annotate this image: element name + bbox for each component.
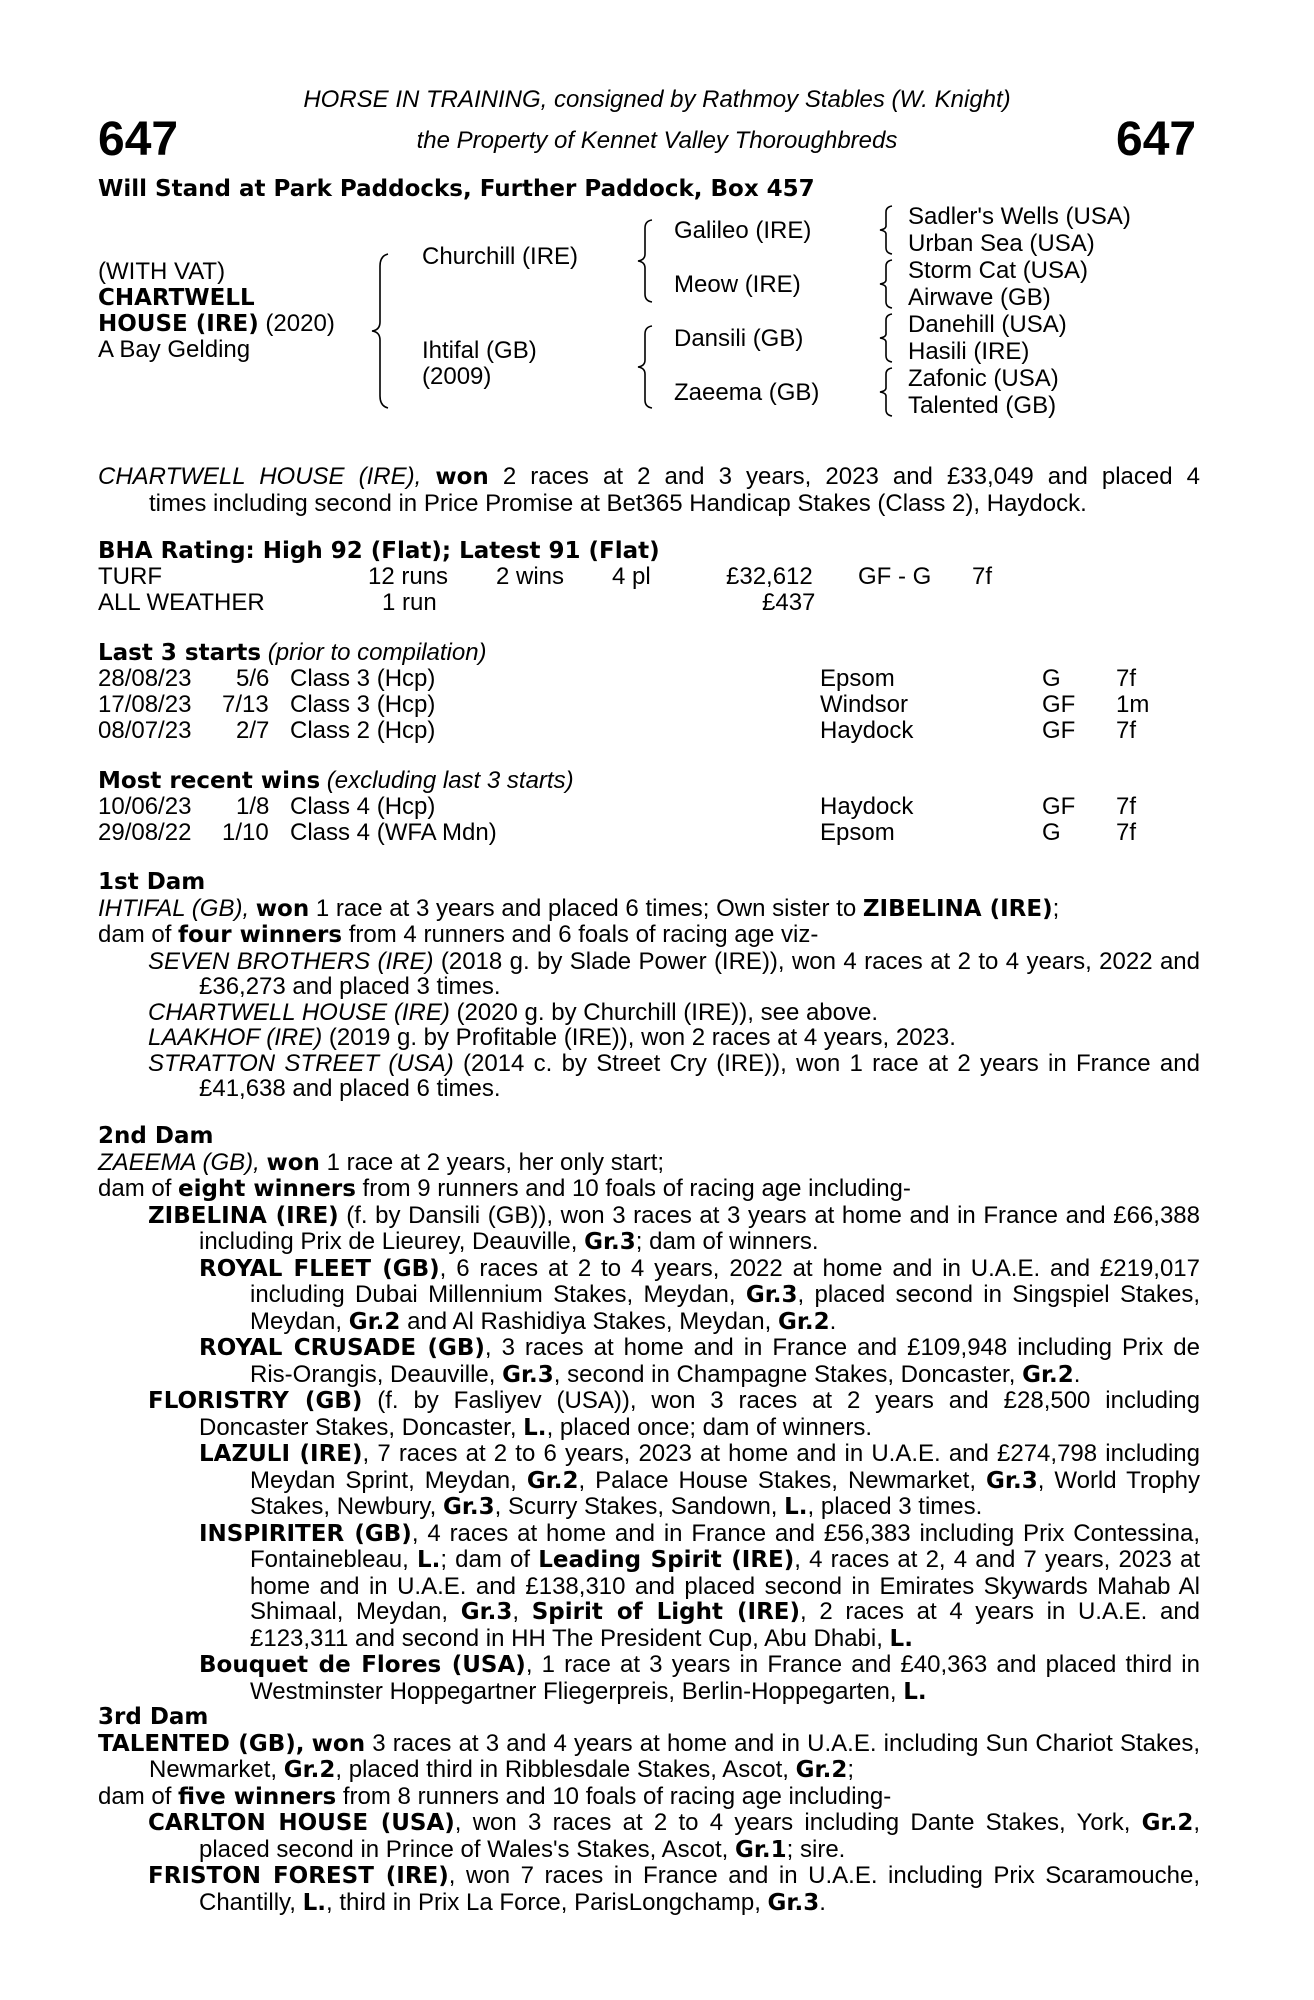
produce-item-royal-crusade bbox=[98, 1335, 1200, 1388]
grade: Gr.3 bbox=[986, 1467, 1038, 1494]
produce-item bbox=[98, 1000, 1200, 1026]
win-distance: 7f bbox=[1116, 793, 1137, 820]
text: . bbox=[829, 1307, 837, 1335]
text: ; sire. bbox=[786, 1835, 846, 1863]
last3-row-3 bbox=[98, 718, 1198, 744]
produce-name: FRISTON FOREST (IRE) bbox=[148, 1863, 449, 1889]
text: and Al Rashidiya Stakes, Meydan, bbox=[400, 1307, 778, 1335]
last3-row-1 bbox=[98, 666, 1198, 692]
consignor-line: HORSE IN TRAINING, consigned by Rathmoy Stables (W. Knight) bbox=[303, 86, 1011, 113]
run-class: Class 2 (Hcp) bbox=[290, 717, 436, 744]
rating-turf-surface: TURF bbox=[98, 563, 162, 590]
run-course: Haydock bbox=[820, 717, 914, 744]
produce-item bbox=[98, 949, 1200, 1000]
last3-heading bbox=[98, 640, 487, 666]
pedigree-brace-dam bbox=[634, 324, 656, 410]
grade: Gr.3 bbox=[745, 1282, 798, 1308]
lot-number-right: 647 bbox=[1116, 113, 1197, 166]
listed: L. bbox=[523, 1414, 547, 1441]
text: , 6 races at 2 to 4 years, 2022 at home and in U.A.E. and £219,017 including Dubai Millennium Stakes, Meydan, bbox=[250, 1254, 1201, 1308]
horse-name-line1: CHARTWELL bbox=[98, 285, 255, 311]
text: , Scurry Stakes, Sandown, bbox=[494, 1493, 785, 1520]
run-date: 08/07/23 bbox=[98, 717, 192, 744]
produce-item bbox=[98, 1025, 1200, 1051]
text: from 8 runners and 10 foals of racing age including- bbox=[336, 1782, 892, 1810]
win-class: Class 4 (Hcp) bbox=[290, 793, 436, 820]
text: (f. by Dansili (GB)), won 3 races at 3 years at home and in France and £66,388 including Prix de Lieurey, Deauville, bbox=[199, 1201, 1200, 1255]
grade: Gr.2 bbox=[1022, 1361, 1074, 1388]
ggp-talented: Talented (GB) bbox=[908, 392, 1057, 419]
grade: Gr.2 bbox=[526, 1467, 579, 1494]
text: from 9 runners and 10 foals of racing age including- bbox=[355, 1175, 911, 1202]
run-distance: 1m bbox=[1116, 691, 1150, 718]
text: from 4 runners and 6 foals of racing age viz- bbox=[342, 921, 819, 948]
dam-sire: Dansili (GB) bbox=[674, 325, 804, 352]
listed: L. bbox=[889, 1625, 913, 1652]
dam-dam: Zaeema (GB) bbox=[674, 379, 820, 406]
sire-dam: Meow (IRE) bbox=[674, 271, 801, 298]
sister-name: ZIBELINA (IRE) bbox=[862, 895, 1053, 922]
grade: Gr.3 bbox=[767, 1889, 820, 1916]
run-going: GF bbox=[1042, 691, 1076, 718]
grade: Gr.2 bbox=[348, 1308, 401, 1335]
text: dam of bbox=[98, 1782, 179, 1810]
second-dam-section bbox=[98, 1124, 1200, 1705]
produce-name: CARLTON HOUSE (USA) bbox=[148, 1810, 455, 1836]
produce-name: Bouquet de Flores (USA) bbox=[199, 1652, 526, 1678]
produce-name: ROYAL CRUSADE (GB) bbox=[199, 1335, 485, 1361]
listed: L. bbox=[784, 1494, 808, 1520]
produce-item bbox=[98, 1051, 1200, 1102]
win-course: Haydock bbox=[820, 793, 914, 820]
text: , Palace House Stakes, Newmarket, bbox=[578, 1466, 987, 1494]
text: , placed once; dam of winners. bbox=[546, 1413, 873, 1441]
listed: L. bbox=[302, 1889, 326, 1916]
owner-line: the Property of Kennet Valley Thoroughbreds bbox=[416, 127, 898, 154]
first-dam-title: 1st Dam bbox=[98, 869, 206, 895]
dam-name: TALENTED (GB), bbox=[98, 1730, 305, 1757]
text: , bbox=[512, 1598, 532, 1625]
last3-row-2 bbox=[98, 692, 1198, 718]
text: , 3 races at home and in France and £109,948 including Prix de Ris-Orangis, Deauville, bbox=[250, 1334, 1201, 1388]
produce-item-bouquet-de-flores bbox=[98, 1652, 1200, 1705]
last3-note: (prior to compilation) bbox=[261, 639, 487, 666]
text: dam of bbox=[98, 921, 179, 948]
text: , placed second in Singspiel Stakes, Meydan, bbox=[250, 1281, 1201, 1335]
win-class: Class 4 (WFA Mdn) bbox=[290, 819, 497, 846]
produce-item-inspiriter bbox=[98, 1521, 1200, 1653]
rating-aw-surface: ALL WEATHER bbox=[98, 589, 265, 616]
produce-name: ROYAL FLEET (GB) bbox=[199, 1255, 440, 1282]
run-going: GF bbox=[1042, 717, 1076, 744]
produce-item-lazuli bbox=[98, 1441, 1200, 1521]
rating-aw-money: £437 bbox=[762, 589, 816, 616]
produce-record: (2020 g. by Churchill (IRE)), see above. bbox=[449, 998, 879, 1026]
second-dam-line2 bbox=[98, 1176, 1200, 1203]
produce-name: Spirit of Light (IRE) bbox=[531, 1599, 801, 1625]
rating-turf-placed: 4 pl bbox=[612, 563, 651, 590]
run-class: Class 3 (Hcp) bbox=[290, 665, 436, 692]
text: , World Trophy Stakes, Newbury, bbox=[250, 1466, 1200, 1520]
first-dam-line1 bbox=[98, 896, 1200, 923]
run-date: 17/08/23 bbox=[98, 691, 192, 718]
won-label: won bbox=[255, 895, 310, 922]
recent-wins-heading bbox=[98, 768, 574, 794]
pedigree-brace-gg1 bbox=[876, 204, 896, 256]
rating-turf-going: GF - G bbox=[858, 563, 932, 590]
run-date: 28/08/23 bbox=[98, 665, 192, 692]
recent-win-row-1 bbox=[98, 794, 1198, 820]
produce-item-royal-fleet bbox=[98, 1256, 1200, 1336]
rating-turf-runs: 12 runs bbox=[368, 563, 449, 590]
text: , placed third in Ribblesdale Stakes, Ascot, bbox=[335, 1756, 796, 1783]
dam-year: (2009) bbox=[422, 363, 492, 390]
win-distance: 7f bbox=[1116, 819, 1137, 846]
text: , won 3 races at 2 to 4 years including Dante Stakes, York, bbox=[454, 1809, 1142, 1836]
grade: Gr.3 bbox=[584, 1229, 636, 1255]
run-distance: 7f bbox=[1116, 717, 1137, 744]
produce-name: STRATTON STREET (USA) bbox=[148, 1049, 454, 1077]
text: , second in Champagne Stakes, Doncaster, bbox=[553, 1360, 1023, 1388]
sire: Churchill (IRE) bbox=[422, 243, 579, 270]
text: ; bbox=[847, 1756, 855, 1783]
listed: L. bbox=[416, 1547, 441, 1573]
text: dam of bbox=[98, 1175, 179, 1202]
produce-item-zibelina bbox=[98, 1203, 1200, 1256]
stand-location: Will Stand at Park Paddocks, Further Paddock, Box 457 bbox=[98, 176, 815, 202]
won-label: won bbox=[311, 1730, 366, 1757]
run-class: Class 3 (Hcp) bbox=[290, 691, 436, 718]
win-going: GF bbox=[1042, 793, 1076, 820]
grade: Gr.3 bbox=[442, 1494, 495, 1520]
third-dam-title: 3rd Dam bbox=[98, 1704, 209, 1730]
third-dam-section bbox=[98, 1705, 1200, 1916]
produce-item-floristry bbox=[98, 1388, 1200, 1441]
recent-wins-note: (excluding last 3 starts) bbox=[320, 767, 574, 794]
ggp-urban-sea: Urban Sea (USA) bbox=[908, 230, 1095, 257]
run-course: Windsor bbox=[820, 691, 909, 718]
winners-count: eight winners bbox=[178, 1176, 356, 1202]
race-summary bbox=[98, 464, 1200, 516]
third-dam-line2 bbox=[98, 1784, 1200, 1811]
pedigree-brace-gg4 bbox=[876, 366, 896, 418]
produce-name: Leading Spirit (IRE) bbox=[538, 1547, 795, 1573]
second-dam-line1 bbox=[98, 1150, 1200, 1177]
produce-record: (2014 c. by Street Cry (IRE)), won 1 race at 2 years in France and £41,638 and placed 6 times. bbox=[199, 1049, 1200, 1102]
summary-line2: times including second in Price Promise at Bet365 Handicap Stakes (Class 2), Haydock. bbox=[149, 489, 1087, 517]
text: 3 races at 3 and 4 years at home and in U.A.E. including Sun Chariot Stakes, Newmarket, bbox=[149, 1729, 1200, 1783]
grade: Gr.2 bbox=[777, 1308, 830, 1335]
winners-count: four winners bbox=[178, 922, 343, 948]
dam-record: 1 race at 2 years, her only start; bbox=[319, 1148, 665, 1176]
winners-count: five winners bbox=[178, 1783, 337, 1810]
horse-name-line2 bbox=[98, 311, 335, 337]
produce-name: LAAKHOF (IRE) bbox=[148, 1024, 323, 1051]
vat-status: (WITH VAT) bbox=[98, 258, 226, 285]
produce-name: SEVEN BROTHERS (IRE) bbox=[148, 947, 434, 975]
text: , 4 races at home and in France and £56,383 including Prix Contessina, Fontainebleau, bbox=[250, 1519, 1200, 1573]
horse-year: (2020) bbox=[258, 310, 335, 337]
text: , placed 3 times. bbox=[807, 1493, 983, 1520]
won-label: won bbox=[266, 1149, 320, 1176]
produce-record: (2019 g. by Profitable (IRE)), won 2 races at 4 years, 2023. bbox=[322, 1024, 956, 1051]
ggp-airwave: Airwave (GB) bbox=[908, 284, 1051, 311]
first-dam-section bbox=[98, 870, 1200, 1102]
run-going: G bbox=[1042, 665, 1061, 692]
ggp-hasili: Hasili (IRE) bbox=[908, 338, 1030, 365]
summary-won: won bbox=[435, 464, 489, 490]
win-course: Epsom bbox=[820, 819, 895, 846]
produce-name: LAZULI (IRE) bbox=[199, 1441, 363, 1467]
text: . bbox=[1073, 1360, 1081, 1388]
lot-number-left: 647 bbox=[98, 113, 179, 166]
third-dam-line1 bbox=[98, 1731, 1200, 1784]
horse-description: A Bay Gelding bbox=[98, 336, 251, 363]
rating-turf-money: £32,612 bbox=[726, 563, 813, 590]
ggp-sadlers-wells: Sadler's Wells (USA) bbox=[908, 203, 1131, 230]
grade: Gr.2 bbox=[283, 1757, 336, 1783]
ggp-zafonic: Zafonic (USA) bbox=[908, 365, 1059, 392]
pedigree-brace-sire bbox=[634, 218, 656, 304]
punct: ; bbox=[1052, 894, 1060, 922]
text: , 2 races at 4 years in U.A.E. and £123,311 and second in HH The President Cup, Abu Dhabi, bbox=[250, 1598, 1201, 1652]
produce-name: FLORISTRY (GB) bbox=[148, 1388, 363, 1414]
recent-wins-title: Most recent wins bbox=[98, 768, 321, 794]
produce-name: ZIBELINA (IRE) bbox=[148, 1202, 339, 1229]
produce-record: (2018 g. by Slade Power (IRE)), won 4 races at 2 to 4 years, 2022 and £36,273 and placed 3 times. bbox=[199, 947, 1201, 1000]
win-date: 10/06/23 bbox=[98, 793, 192, 820]
grade: Gr.3 bbox=[460, 1599, 513, 1625]
summary-line1 bbox=[98, 464, 1200, 491]
text: ; dam of winners. bbox=[635, 1228, 819, 1255]
produce-item-friston-forest bbox=[98, 1863, 1200, 1916]
summary-horse-name: CHARTWELL HOUSE (IRE), bbox=[98, 463, 422, 490]
ggp-storm-cat: Storm Cat (USA) bbox=[908, 257, 1089, 284]
sire-sire: Galileo (IRE) bbox=[674, 217, 812, 244]
recent-win-row-2 bbox=[98, 820, 1198, 846]
run-position: 2/7 bbox=[236, 717, 270, 744]
grade: Gr.2 bbox=[795, 1757, 848, 1783]
horse-name-part: HOUSE (IRE) bbox=[98, 311, 259, 337]
text: , 7 races at 2 to 6 years, 2023 at home and in U.A.E. and £274,798 including Meydan Sprint, Meydan, bbox=[250, 1440, 1200, 1494]
second-dam-title: 2nd Dam bbox=[98, 1123, 214, 1149]
text: (f. by Fasliyev (USA)), won 3 races at 2 years and £28,500 including Doncaster Stakes, Doncaster, bbox=[199, 1387, 1201, 1441]
ggp-danehill: Danehill (USA) bbox=[908, 311, 1067, 338]
grade: Gr.1 bbox=[734, 1836, 787, 1863]
run-distance: 7f bbox=[1116, 665, 1137, 692]
text: , 1 race at 3 years in France and £40,363 and placed third in Westminster Hoppegartner Fliegerpreis, Berlin-Hoppegarten, bbox=[250, 1651, 1200, 1705]
pedigree-brace-main bbox=[368, 252, 392, 410]
win-going: G bbox=[1042, 819, 1061, 846]
dam-record: 1 race at 3 years and placed 6 times; Own sister to bbox=[309, 894, 863, 922]
dam: Ihtifal (GB) bbox=[422, 337, 537, 364]
rating-turf-wins: 2 wins bbox=[496, 563, 565, 590]
summary-text1: 2 races at 2 and 3 years, 2023 and £33,049 and placed 4 bbox=[488, 463, 1200, 490]
win-position: 1/8 bbox=[236, 793, 270, 820]
grade: Gr.2 bbox=[1141, 1810, 1194, 1836]
produce-item-carlton-house bbox=[98, 1810, 1200, 1863]
text: , third in Prix La Force, ParisLongchamp, bbox=[326, 1888, 768, 1916]
pedigree-brace-gg3 bbox=[876, 312, 896, 364]
text: ; dam of bbox=[440, 1546, 539, 1573]
grade: Gr.3 bbox=[502, 1361, 554, 1388]
run-position: 7/13 bbox=[222, 691, 269, 718]
text: , won 7 races in France and in U.A.E. including Prix Scaramouche, Chantilly, bbox=[199, 1862, 1200, 1916]
dam-name: ZAEEMA (GB), bbox=[98, 1148, 260, 1176]
dam-name: IHTIFAL (GB), bbox=[98, 894, 250, 922]
text: , placed second in Prince of Wales's Stakes, Ascot, bbox=[199, 1809, 1201, 1863]
text: , 4 races at 2, 4 and 7 years, 2023 at home and in U.A.E. and £138,310 and placed second in Emirates Skywards Mahab Al Shimaal, Meydan, bbox=[250, 1546, 1200, 1625]
bha-rating-title: BHA Rating: High 92 (Flat); Latest 91 (Flat) bbox=[98, 538, 660, 564]
win-date: 29/08/22 bbox=[98, 819, 192, 846]
run-course: Epsom bbox=[820, 665, 895, 692]
win-position: 1/10 bbox=[222, 819, 269, 846]
first-dam-line2 bbox=[98, 922, 1200, 949]
rating-aw-runs: 1 run bbox=[382, 589, 437, 616]
run-position: 5/6 bbox=[236, 665, 270, 692]
rating-turf-distance: 7f bbox=[972, 563, 993, 590]
listed: L. bbox=[903, 1678, 927, 1705]
produce-name: CHARTWELL HOUSE (IRE) bbox=[148, 998, 450, 1026]
produce-name: INSPIRITER (GB) bbox=[199, 1520, 412, 1547]
text: . bbox=[819, 1888, 826, 1916]
pedigree-brace-gg2 bbox=[876, 258, 896, 310]
last3-title: Last 3 starts bbox=[98, 640, 262, 666]
